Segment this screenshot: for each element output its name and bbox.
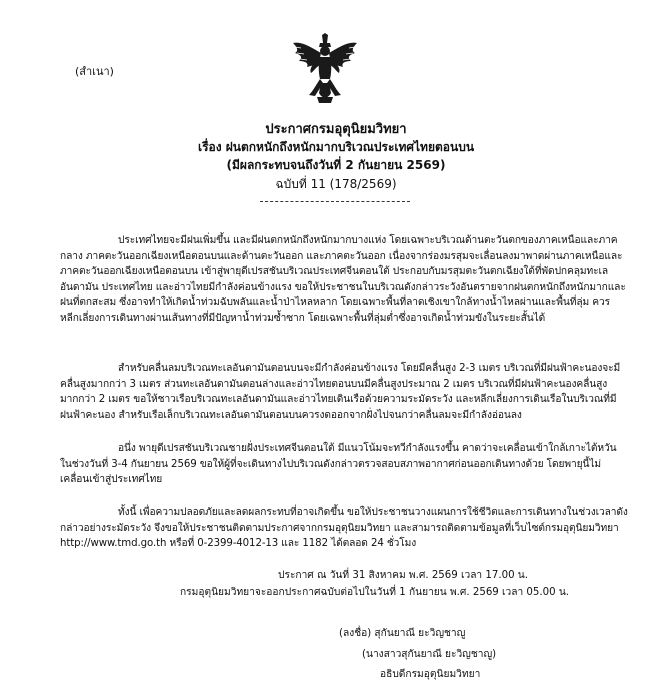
copy-label: (สำเนา) [75,65,114,78]
subject-line: เรื่อง ฝนตกหนักถึงหนักมากบริเวณประเทศไทยตอนบน [197,140,475,154]
paragraph-text: สำหรับคลื่นลมบริเวณทะเลอันดามันตอนบนจะมีกำลังค่อนข้างแรง โดยมีคลื่นสูง 2-3 เมตร บริเวณที่มีฝนฟ้าคะนองจะมีคลื่นสูงมากกว่า 3 เมตร ส่วนทะเลอันดามันตอนล่างและอ่าวไทยตอนบนมีคลื่นสูงประมาณ 2 เมตร บริเวณที่มีฝนฟ้าคะนองคลื่นสูงมากกว่า 2 เมตร ขอให้ชาวเรือบริเวณทะเลอันดามันและอ่าวไทยเดินเรือด้วยความระมัดระวัง และหลีกเลี่ยงการเดินเรือในบริเวณที่มีฝนฟ้าคะนอง สำหรับเรือเล็กบริเวณทะเลอันดามันตอนบนควรงดออกจากฝั่งไปจนกว่าคลื่นลมจะมีกำลังอ่อนลง [60,363,621,421]
paragraph-text: อนึ่ง พายุดีเปรสชันบริเวณชายฝั่งประเทศจีนตอนใต้ มีแนวโน้มจะทวีกำลังแรงขึ้น คาดว่าจะเคลื่อนเข้าใกล้เกาะไต้หวันในช่วงวันที่ 3-4 กันยายน 2569 ขอให้ผู้ที่จะเดินทางไปบริเวณดังกล่าวตรวจสอบสภาพอากาศก่อนออกเดินทางด้วย โดยพายุนี้ไม่เคลื่อนเข้าสู่ประเทศไทย [60,443,617,486]
effect-date-line: (มีผลกระทบจนถึงวันที่ 2 กันยายน 2569) [226,158,446,172]
paragraph-contact-info [60,505,628,552]
signature-line: (ลงชื่อ) สุกันยาณี ยะวิญชาญู [339,628,466,639]
signatory-name: (นางสาวสุกันยาณี ยะวิญชาญู) [362,649,497,660]
paragraph-depression-note [60,441,628,488]
garuda-emblem-icon [291,33,359,105]
agency-title: ประกาศกรมอุตุนิยมวิทยา [265,122,407,137]
paragraph-rain-warning [60,233,628,327]
header-divider [260,201,410,202]
next-issue-line: กรมอุตุนิยมวิทยาจะออกประกาศฉบับต่อไปในวันที่ 1 กันยายน พ.ศ. 2569 เวลา 05.00 น. [180,587,570,598]
paragraph-text: ทั้งนี้ เพื่อความปลอดภัยและลดผลกระทบที่อาจเกิดขึ้น ขอให้ประชาชนวางแผนการใช้ชีวิตและการเดินทางในช่วงเวลาดังกล่าวอย่างระมัดระวัง จึงขอให้ประชาชนติดตามประกาศจากกรมอุตุนิยมวิทยา และสามารถติดตามข้อมูลที่เว็บไซต์กรมอุตุนิยมวิทยา http://www.tmd.go.th หรือที่ 0-2399-4012-13 และ 1182 ได้ตลอด 24 ชั่วโมง [60,507,628,550]
paragraph-sea-conditions [60,361,628,423]
issued-date-line: ประกาศ ณ วันที่ 31 สิงหาคม พ.ศ. 2569 เวลา 17.00 น. [278,570,529,581]
issue-number: ฉบับที่ 11 (178/2569) [275,177,397,191]
signatory-title: อธิบดีกรมอุตุนิยมวิทยา [380,669,481,680]
paragraph-text: ประเทศไทยจะมีฝนเพิ่มขึ้น และมีฝนตกหนักถึงหนักมากบางแห่ง โดยเฉพาะบริเวณด้านตะวันตกของภาคเหนือและภาคกลาง ภาคตะวันออกเฉียงเหนือตอนบนและด้านตะวันออก และภาคตะวันออก เนื่องจากร่องมรสุมจะเลื่อนลงมาพาดผ่านภาคเหนือและภาคตะวันออกเฉียงเหนือตอนบน เข้าสู่พายุดีเปรสชันบริเวณประเทศจีนตอนใต้ ประกอบกับมรสุมตะวันตกเฉียงใต้ที่พัดปกคลุมทะเลอันดามัน ประเทศไทย และอ่าวไทยมีกำลังค่อนข้างแรง ขอให้ประชาชนในบริเวณดังกล่าวระวังอันตรายจากฝนตกหนักถึงหนักมากและฝนที่ตกสะสม ซึ่งอาจทำให้เกิดน้ำท่วมฉับพลันและน้ำป่าไหลหลาก โดยเฉพาะพื้นที่ลาดเชิงเขาใกล้ทางน้ำไหลผ่านและพื้นที่ลุ่ม ควรหลีกเลี่ยงการเดินทางผ่านเส้นทางที่มีปัญหาน้ำท่วมซ้ำซาก โดยเฉพาะพื้นที่ลุ่มต่ำซึ่งอาจเกิดน้ำท่วมขังในระยะสั้นได้ [60,235,626,324]
